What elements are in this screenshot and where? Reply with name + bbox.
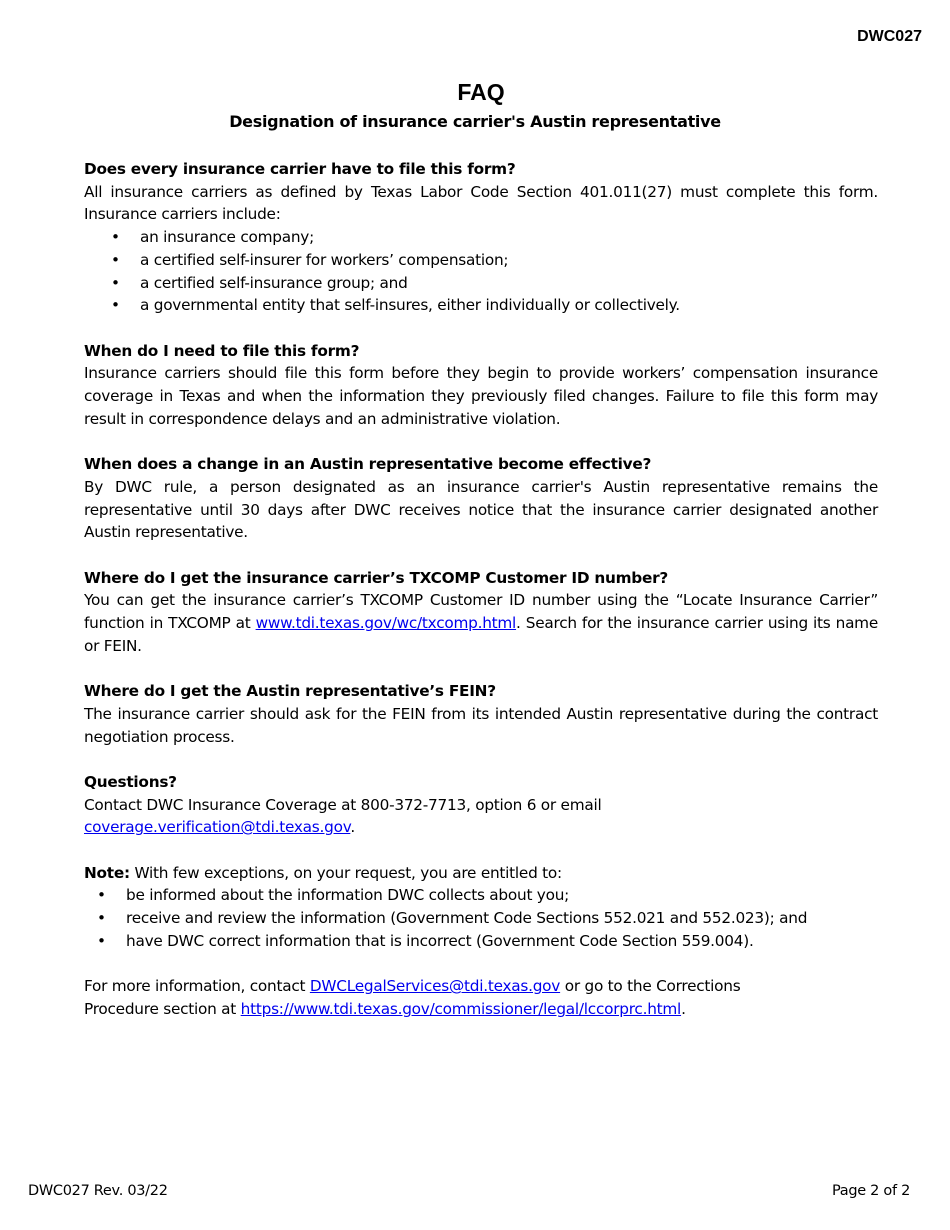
footer-revision: DWC027 Rev. 03/22 <box>28 1183 168 1199</box>
period: . <box>350 818 355 837</box>
faq-answer: By DWC rule, a person designated as an insurance carrier's Austin representative remains the representative until 30 days after DWC receives notice that the insurance carrier designated another Austin representative. <box>84 477 878 542</box>
more-info-text: For more information, contact <box>84 977 310 996</box>
note-text: With few exceptions, on your request, you are entitled to: <box>129 863 562 882</box>
more-info-text: . <box>681 999 686 1018</box>
more-info-section <box>84 975 878 1020</box>
faq-question: Where do I get the Austin representative’s FEIN? <box>84 682 496 701</box>
list-item: • an insurance company; <box>84 226 878 249</box>
faq-answer <box>84 589 878 657</box>
corrections-procedure-link[interactable]: https://www.tdi.texas.gov/commissioner/legal/lccorprc.html <box>240 999 682 1018</box>
faq-question: When do I need to file this form? <box>84 341 360 360</box>
more-info-text: or go to the Corrections <box>560 977 741 996</box>
more-info-line-2 <box>84 998 878 1021</box>
answer-text: You can get the insurance carrier’s TXCOMP Customer ID number using the “Locate Insurance Carrier” function in TXCOMP at <box>84 591 878 633</box>
list-item: • receive and review the information (Government Code Sections 552.021 and 552.023); and <box>84 907 878 930</box>
faq-question: Questions? <box>84 772 177 791</box>
faq-section-questions <box>84 771 878 839</box>
list-item: • have DWC correct information that is incorrect (Government Code Section 559.004). <box>84 930 878 953</box>
faq-content <box>84 158 878 1043</box>
faq-answer: The insurance carrier should ask for the FEIN from its intended Austin representative during the contract negotiation process. <box>84 704 878 746</box>
answer-text: . Search for the insurance carrier using its name or FEIN. <box>84 614 878 655</box>
more-info-text: Procedure section at <box>84 999 241 1018</box>
more-info-line-1 <box>84 975 878 998</box>
contact-email-line <box>84 816 878 839</box>
faq-section-txcomp-id <box>84 567 878 658</box>
note-section <box>84 862 878 953</box>
faq-question: When does a change in an Austin representative become effective? <box>84 455 652 474</box>
faq-section-fein <box>84 680 878 748</box>
contact-text: Contact DWC Insurance Coverage at 800-372-7713, option 6 or email <box>84 795 602 814</box>
txcomp-link[interactable]: www.tdi.texas.gov/wc/txcomp.html <box>255 614 517 633</box>
faq-section-when-file <box>84 340 878 431</box>
faq-section-file-form <box>84 158 878 317</box>
page-subtitle: Designation of insurance carrier's Austin representative <box>229 112 721 131</box>
faq-question: Does every insurance carrier have to file this form? <box>84 160 516 178</box>
list-item: • be informed about the information DWC collects about you; <box>84 884 878 907</box>
note-intro <box>84 862 878 885</box>
list-item: • a governmental entity that self-insures, either individually or collectively. <box>84 294 878 317</box>
faq-question: Where do I get the insurance carrier’s TXCOMP Customer ID number? <box>84 568 669 587</box>
coverage-email-link[interactable]: coverage.verification@tdi.texas.gov <box>84 818 351 837</box>
footer-page-number: Page 2 of 2 <box>831 1183 910 1199</box>
note-label: Note: <box>84 863 130 882</box>
carrier-types-list <box>84 226 878 317</box>
page-title: FAQ <box>457 79 505 105</box>
list-item: • a certified self-insurance group; and <box>84 272 878 295</box>
rights-list <box>84 884 878 952</box>
faq-answer: All insurance carriers as defined by Texas Labor Code Section 401.011(27) must complete this form. Insurance carriers include: <box>84 182 878 224</box>
faq-section-change-effective <box>84 453 878 544</box>
faq-answer: Insurance carriers should file this form before they begin to provide workers’ compensation insurance coverage in Texas and when the information they previously filed changes. Failure to file this form may result in correspondence delays and an administrative violation. <box>84 364 878 428</box>
legal-services-email-link[interactable]: DWCLegalServices@tdi.texas.gov <box>309 977 561 996</box>
list-item: • a certified self-insurer for workers’ compensation; <box>84 249 878 272</box>
form-number: DWC027 <box>857 28 922 45</box>
